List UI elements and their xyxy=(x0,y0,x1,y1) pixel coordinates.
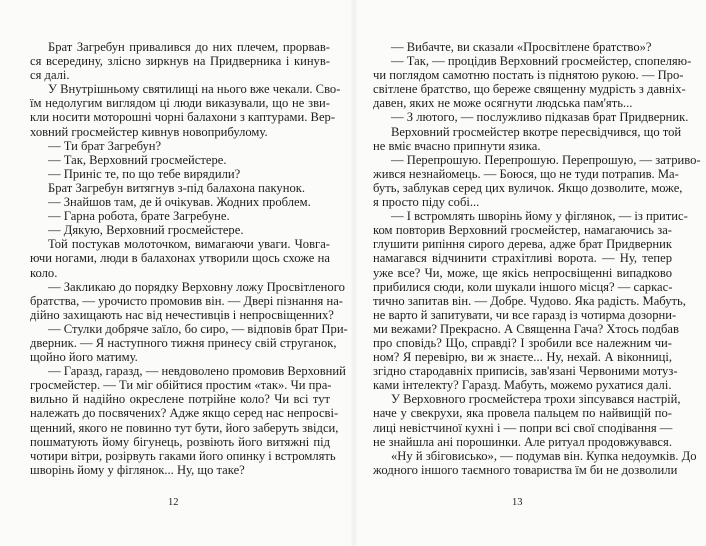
paragraph xyxy=(30,209,330,223)
text-line: дійно захищають нас від нечестивців і непросвіщенних? xyxy=(30,307,334,322)
text-line: — Приніс те, по що тебе вирядили? xyxy=(48,166,241,181)
paragraph xyxy=(373,448,697,477)
paragraph xyxy=(30,223,330,237)
text-line: шворінь йому у фіглянок... Ну, що таке? xyxy=(30,462,245,477)
text-line: — Гарна робота, брате Загребуне. xyxy=(48,209,230,224)
text-line: ся всередину, злісно зиркнув на Придверника і кинув- xyxy=(30,54,330,69)
paragraph xyxy=(30,181,330,195)
text-line: — Дякую, Верховний гросмейстере. xyxy=(48,223,244,238)
paragraph xyxy=(373,152,701,210)
text-line: — Вибачте, ви сказали «Просвітлене братство»? xyxy=(391,40,652,54)
text-line: кли носити моторошні чорні балахони з каптурами. Вер- xyxy=(30,110,336,125)
paragraph xyxy=(373,392,681,449)
text-line: «Ну й збіговисько», — подумав він. Купка недоумків. До xyxy=(391,448,697,463)
paragraph xyxy=(30,195,330,209)
paragraph xyxy=(30,364,346,477)
text-line: вильно й надійно окреслене потрійне коло? Чи всі тут xyxy=(30,392,330,407)
text-line: буть, заблукав серед цих вуличок. Якщо дозволите, може, xyxy=(373,180,683,195)
paragraph xyxy=(373,110,689,125)
text-line: глушити рипіння сирого дерева, адже брат Придверник xyxy=(373,237,672,252)
text-line: Брат Загребун витягнув з-під балахона пакунок. xyxy=(48,180,306,195)
text-line: Верховний гросмейстер вкотре пересвідчився, що той xyxy=(391,124,682,139)
right-page-text xyxy=(373,40,701,477)
text-line: чотири вітри, розірвуть гаками його опинку і встромлять xyxy=(30,448,336,463)
text-line: ючи ногами, люди в балахонах утворили щось схоже на xyxy=(30,251,330,266)
text-line: щойно його матиму. xyxy=(30,350,138,365)
text-line: дверник. — Я наступного тижня принесу свій струганок, xyxy=(30,335,337,350)
paragraph xyxy=(373,54,692,111)
text-line: гросмейстер. — Ти міг обійтися простим «так». Чи пра- xyxy=(30,378,332,393)
text-line: лиці невістчиної кухні і — попри всі свої сподівання — xyxy=(373,420,673,435)
text-line: ся далі. xyxy=(30,68,70,83)
text-line: світлене братство, що береже священну мудрість з давніх- xyxy=(373,82,686,97)
paragraph xyxy=(30,167,330,181)
text-line: пошматують йому бігунець, розвіють його витяжні під xyxy=(30,434,330,449)
text-line: — Так, Верховний гросмейстере. xyxy=(48,152,227,167)
text-line: ком повторив Верховний гросмейстер, намагаючись за- xyxy=(373,223,672,238)
text-line: уже все? Чи, може, ще якісь непросвіщенні випадково xyxy=(373,265,672,280)
text-line: їм недолугим виглядом ці люди виказували, що не зви- xyxy=(30,96,330,111)
text-line: тично запитав він. — Добре. Чудово. Яка радість. Мабуть, xyxy=(373,293,686,308)
text-line: ми вежами? Прекрасно. А Священна Гача? Хтось подбав xyxy=(373,321,679,336)
text-line: жився незнайомець. — Боюся, що не туди потрапив. Ма- xyxy=(373,166,679,181)
text-line: — Стулки добряче заїло, бо сиро, — відповів брат При- xyxy=(48,321,348,336)
text-line: — Перепрошую. Перепрошую. Перепрошую, — затриво- xyxy=(391,152,701,167)
page-number-left: 12 xyxy=(168,497,179,508)
text-line: жодного іншого таємного товариства їм би не дозволили xyxy=(373,462,678,477)
text-line: коло. xyxy=(30,265,58,280)
left-page-text xyxy=(30,40,348,477)
paragraph xyxy=(30,153,330,167)
book-gutter xyxy=(350,0,358,546)
paragraph xyxy=(30,82,341,139)
paragraph xyxy=(30,40,330,82)
text-line: ном? Я перевірю, ви ж знаєте... Ну, нехай. А віконниці, xyxy=(373,350,672,365)
text-line: не вміє вчасно припнути язика. xyxy=(373,138,541,153)
text-line: наче у свекрухи, яка провела пальцем по найвищій по- xyxy=(373,406,672,421)
text-line: братства, — урочисто промовив він. — Двері пізнання на- xyxy=(30,293,343,308)
text-line: давен, яких не може осягнути людська пам'ять... xyxy=(373,96,633,111)
text-line: — Знайшов там, де й очікував. Жодних проблем. xyxy=(48,195,311,210)
text-line: прибилися сюди, коли шукали іншого місця? — саркас- xyxy=(373,279,673,294)
paragraph xyxy=(373,209,688,393)
text-line: У Внутрішньому святилищі на нього вже чекали. Сво- xyxy=(48,82,341,97)
text-line: — Закликаю до порядку Верховну ложу Просвітленого xyxy=(48,279,345,294)
page-number-right: 13 xyxy=(512,497,523,508)
paragraph xyxy=(30,139,330,153)
paragraph xyxy=(30,321,348,365)
text-line: чи поглядом самотню постать із піднятою рукою. — Про- xyxy=(373,68,684,83)
text-line: — Гаразд, гаразд, — невдоволено промовив Верховний xyxy=(48,364,346,379)
paragraph xyxy=(373,40,672,54)
paragraph xyxy=(30,237,330,279)
text-line: — Ти брат Загребун? xyxy=(48,138,162,153)
text-line: щенний, якого не повинно тут бути, його заберуть звідси, xyxy=(30,420,339,435)
text-line: намагався відчинити страхітливі ворота. — Ну, тепер xyxy=(373,251,672,266)
text-line: ками інтелекту? Гаразд. Мабуть, можемо рухатися далі. xyxy=(373,378,672,393)
text-line: я просто піду собі... xyxy=(373,195,480,210)
text-line: Брат Загребун привалився до них плечем, прорвав- xyxy=(48,40,330,54)
text-line: не знайшла ані порошинки. Але ритуал продовжувався. xyxy=(373,434,672,449)
text-line: — І встромлять шворінь йому у фіглянок, — із притис- xyxy=(391,209,688,224)
text-line: ховний гросмейстер кивнув новоприбулому. xyxy=(30,124,268,139)
text-line: про сповідь? Що, справді? І зробили все належним чи- xyxy=(373,335,672,350)
paragraph xyxy=(373,124,682,153)
text-line: Той постукав молоточком, вимагаючи уваги. Човга- xyxy=(48,237,330,252)
text-line: не варто й запитувати, чи все гаразд із чотирма дозорни- xyxy=(373,307,677,322)
text-line: — Так, — процідив Верховний гросмейстер, спопеляю- xyxy=(391,54,692,69)
text-line: — З лютого, — послужливо підказав брат Придверник. xyxy=(391,110,689,125)
text-line: У Верховного гросмейстера трохи зіпсувався настрій, xyxy=(391,392,681,407)
text-line: належать до посвячених? Адже якщо серед нас непросві- xyxy=(30,406,339,421)
paragraph xyxy=(30,279,345,322)
text-line: згідно стародавніх приписів, зав'язані Червоними мотуз- xyxy=(373,364,678,379)
